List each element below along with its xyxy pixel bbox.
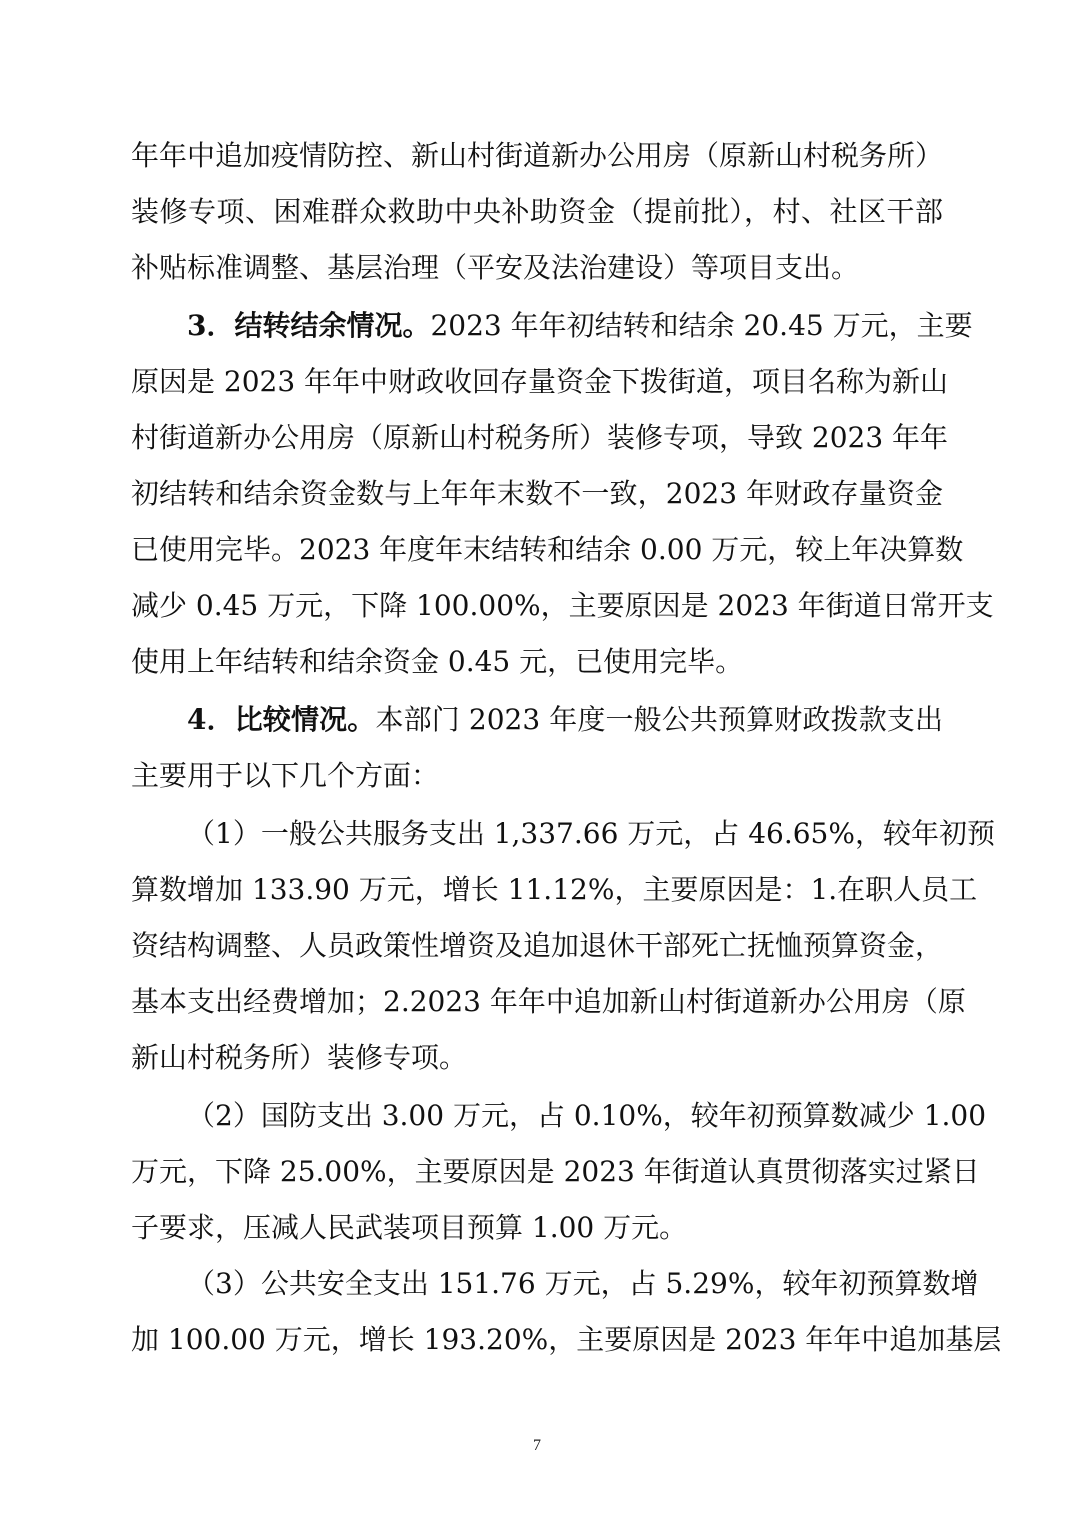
text-line: 资结构调整、人员政策性增资及追加退休干部死亡抚恤预算资金，: [131, 929, 944, 962]
text-line: （3）公共安全支出 151.76 万元，占 5.29%，较年初预算数增: [187, 1267, 979, 1300]
text-line: 加 100.00 万元，增长 193.20%，主要原因是 2023 年年中追加基层: [131, 1323, 1002, 1356]
text-line: 子要求，压减人民武装项目预算 1.00 万元。: [131, 1211, 688, 1244]
text-line: （1）一般公共服务支出 1,337.66 万元，占 46.65%，较年初预: [187, 817, 995, 850]
text-line: 减少 0.45 万元，下降 100.00%，主要原因是 2023 年街道日常开支: [131, 589, 994, 622]
text-line: 初结转和结余资金数与上年年末数不一致，2023 年财政存量资金: [131, 477, 943, 510]
paragraph-3-first-line: [187, 298, 973, 354]
section-heading-4: 4．比较情况。: [187, 703, 376, 736]
text-line: 村街道新办公用房（原新山村税务所）装修专项，导致 2023 年年: [131, 421, 949, 454]
text-line: 装修专项、困难群众救助中央补助资金（提前批），村、社区干部: [131, 195, 943, 228]
paragraph-4-first-line: [187, 692, 943, 748]
text-line: 原因是 2023 年年中财政收回存量资金下拨街道，项目名称为新山: [131, 365, 949, 398]
section-3-text: 2023 年年初结转和结余 20.45 万元，主要: [430, 309, 973, 342]
text-line: 已使用完毕。2023 年度年末结转和结余 0.00 万元，较上年决算数: [131, 533, 964, 566]
text-line: 补贴标准调整、基层治理（平安及法治建设）等项目支出。: [131, 251, 860, 284]
page-number: 7: [533, 1437, 541, 1454]
text-line: 算数增加 133.90 万元，增长 11.12%，主要原因是：1.在职人员工: [131, 873, 978, 906]
text-line: 基本支出经费增加；2.2023 年年中追加新山村街道新办公用房（原: [131, 985, 966, 1018]
text-line: 年年中追加疫情防控、新山村街道新办公用房（原新山村税务所）: [131, 139, 944, 172]
section-heading-3: 3．结转结余情况。: [187, 309, 431, 342]
text-line: 主要用于以下几个方面：: [131, 759, 440, 792]
text-line: 万元，下降 25.00%，主要原因是 2023 年街道认真贯彻落实过紧日: [131, 1155, 980, 1188]
text-line: 新山村税务所）装修专项。: [131, 1041, 468, 1074]
section-4-text: 本部门 2023 年度一般公共预算财政拨款支出: [375, 703, 944, 736]
text-line: （2）国防支出 3.00 万元，占 0.10%，较年初预算数减少 1.00: [187, 1099, 987, 1132]
text-line: 使用上年结转和结余资金 0.45 元，已使用完毕。: [131, 645, 744, 678]
